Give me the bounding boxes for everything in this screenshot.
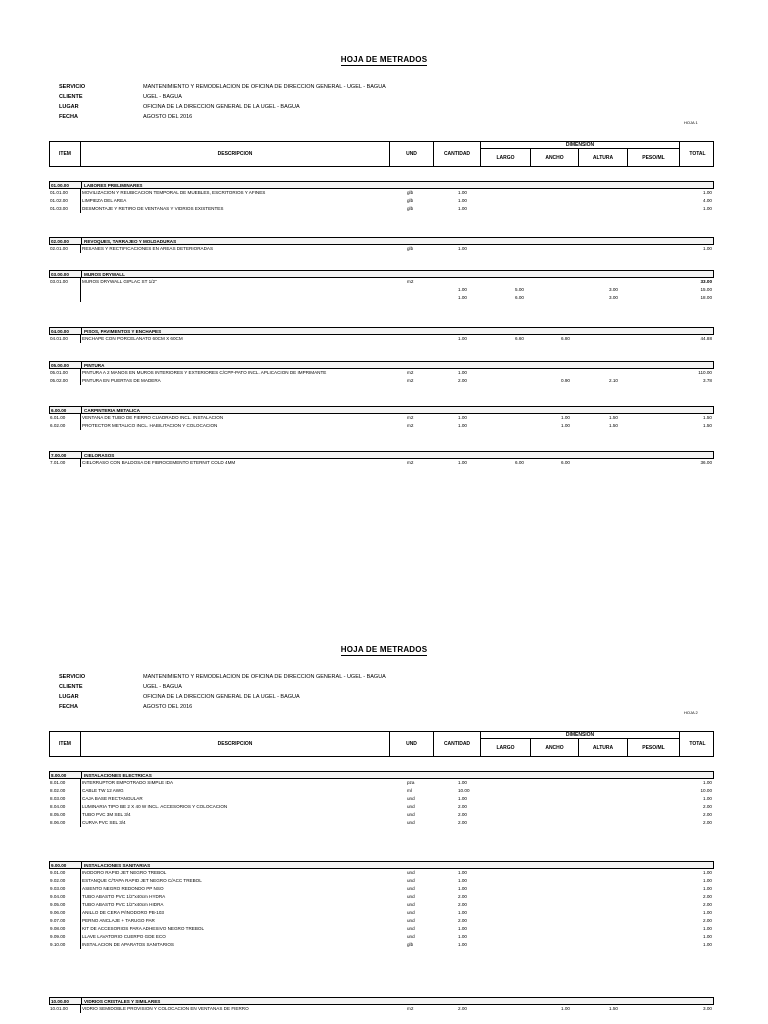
table-section [49, 771, 714, 827]
cell-cant: 1.00 [458, 942, 467, 947]
cell-code: 9.02.00 [50, 878, 66, 883]
table-row [49, 933, 714, 941]
cell-und: und [407, 894, 415, 899]
table-row [49, 787, 714, 795]
cell-cant: 2.00 [458, 812, 467, 817]
cell-tot: 1.00 [703, 926, 712, 931]
cell-tot: 44.88 [700, 336, 712, 341]
cell-code: 10.01.00 [50, 1006, 68, 1011]
cell-tot: 1.00 [703, 942, 712, 947]
table-row [49, 803, 714, 811]
code-column-divider [80, 779, 81, 827]
cell-code: 8.04.00 [50, 804, 66, 809]
cell-code: 8.05.00 [50, 812, 66, 817]
cell-cant: 1.00 [458, 370, 467, 375]
cell-und: glb [407, 942, 414, 947]
section-code: 05.00.00 [51, 363, 69, 368]
table-section [49, 861, 714, 949]
cell-desc: RESANES Y RECTIFICACIONES EN AREAS DETERIORADAS [82, 246, 214, 251]
cell-und: m2 [407, 370, 414, 375]
code-column-divider [80, 369, 81, 385]
section-header [49, 771, 714, 779]
info-label: SERVICIO [59, 674, 86, 680]
cell-und: und [407, 902, 415, 907]
section-header [49, 861, 714, 869]
page-title-text: HOJA DE METRADOS [340, 645, 428, 654]
cell-cant: 2.00 [458, 894, 467, 899]
table-row [49, 189, 714, 197]
table-section [49, 237, 714, 253]
cell-desc: CAJA BASE RECTANGULAR [82, 796, 143, 801]
sheet-number: HOJA 2 [684, 710, 698, 715]
cell-code: 9.07.00 [50, 918, 66, 923]
cell-desc: ASIENTO NEGRO REDONDO PP NSO [82, 886, 164, 891]
section-code: 10.00.00 [51, 999, 69, 1004]
cell-desc: PROTECTOR METALICO INCL. HABILITACION Y COLOCACION [82, 423, 218, 428]
header-dimension: DIMENSION [481, 732, 680, 739]
cell-cant: 1.00 [458, 886, 467, 891]
cell-und: glb [407, 190, 414, 195]
table-section [49, 270, 714, 302]
cell-alt: 1.50 [609, 1006, 618, 1011]
cell-tot: 1.00 [703, 206, 712, 211]
cell-anc: 1.00 [561, 423, 570, 428]
cell-desc: ENCHAPE CON PORCELANATO 60CM X 60CM [82, 336, 183, 341]
table-row [49, 197, 714, 205]
code-column-divider [80, 335, 81, 343]
header-item: ITEM [50, 732, 81, 756]
section-code: 02.00.00 [51, 239, 69, 244]
cell-tot: 1.00 [703, 190, 712, 195]
table-row [49, 459, 714, 467]
cell-code: 02.01.00 [50, 246, 68, 251]
section-header [49, 237, 714, 245]
cell-desc: ANILLO DE CERA P/INODORO PB-103 [82, 910, 164, 915]
cell-tot: 3.00 [703, 1006, 712, 1011]
cell-tot: 36.00 [700, 460, 712, 465]
cell-cant: 1.00 [458, 934, 467, 939]
cell-und: m2 [407, 378, 414, 383]
section-name: CARPINTERIA METALICA [81, 407, 140, 413]
cell-cant: 1.00 [458, 780, 467, 785]
cell-desc: PINTURA EN PUERTAS DE MADERA [82, 378, 161, 383]
header-peso: PESO/ML [628, 739, 680, 757]
cell-und: m2 [407, 415, 414, 420]
section-name: MUROS DRYWALL [81, 271, 125, 277]
cell-tot: 1.00 [703, 796, 712, 801]
cell-lar: 6.00 [515, 295, 524, 300]
cell-tot: 2.00 [703, 894, 712, 899]
cell-und: glb [407, 198, 414, 203]
table-row [49, 414, 714, 422]
header-ancho: ANCHO [531, 149, 579, 167]
cell-und: glb [407, 206, 414, 211]
page-title-text: HOJA DE METRADOS [340, 55, 428, 64]
cell-code: 8.02.00 [50, 788, 66, 793]
cell-lar: 6.00 [515, 460, 524, 465]
cell-code: 9.06.00 [50, 910, 66, 915]
table-row [49, 869, 714, 877]
cell-und: und [407, 926, 415, 931]
cell-und: und [407, 820, 415, 825]
header-altura: ALTURA [579, 149, 628, 167]
cell-code: 6.01.00 [50, 415, 66, 420]
cell-code: 9.09.00 [50, 934, 66, 939]
cell-cant: 2.00 [458, 902, 467, 907]
header-largo: LARGO [481, 739, 531, 757]
info-value: MANTENIMIENTO Y REMODELACION DE OFICINA DE DIRECCION GENERAL - UGEL - BAGUA [143, 674, 386, 680]
code-column-divider [80, 459, 81, 467]
section-code: 01.00.00 [51, 183, 69, 188]
table-section [49, 451, 714, 467]
table-row [49, 422, 714, 430]
table-section [49, 997, 714, 1013]
cell-anc: 6.80 [561, 336, 570, 341]
cell-cant: 1.00 [458, 870, 467, 875]
header-und: UND [390, 732, 434, 756]
cell-lar: 5.00 [515, 287, 524, 292]
table-row [49, 941, 714, 949]
table-row [49, 335, 714, 343]
sheet-number: HOJA 1 [684, 120, 698, 125]
cell-alt: 1.50 [609, 415, 618, 420]
info-label: LUGAR [59, 694, 79, 700]
cell-und: und [407, 878, 415, 883]
cell-cant: 2.00 [458, 1006, 467, 1011]
cell-tot: 3.78 [703, 378, 712, 383]
cell-desc: KIT DE ACCESORIOS PARA ADHESIVO NEGRO TREBOL [82, 926, 205, 931]
cell-tot: 2.00 [703, 918, 712, 923]
cell-cant: 1.00 [458, 246, 467, 251]
header-total: TOTAL [689, 151, 706, 157]
section-name: LABORES PRELIMINARES [81, 182, 142, 188]
cell-und: und [407, 870, 415, 875]
cell-cant: 2.00 [458, 804, 467, 809]
cell-und: m2 [407, 1006, 414, 1011]
info-label: FECHA [59, 704, 78, 710]
header-dimension: DIMENSION [481, 142, 680, 149]
cell-anc: 1.00 [561, 415, 570, 420]
section-code: 03.00.00 [51, 272, 69, 277]
info-value: MANTENIMIENTO Y REMODELACION DE OFICINA DE DIRECCION GENERAL - UGEL - BAGUA [143, 84, 386, 90]
header-descripcion: DESCRIPCION [81, 732, 390, 756]
cell-code: 9.05.00 [50, 902, 66, 907]
cell-desc: INTERRUPTOR EMPOTRADO SIMPLE IDA [82, 780, 174, 785]
cell-alt: 1.50 [609, 423, 618, 428]
info-value: UGEL - BAGUA [143, 684, 182, 690]
cell-desc: VENTANA DE TUBO DE FIERRO CUADRADO INCL. INSTALACION [82, 415, 224, 420]
cell-desc: MOVILIZACION Y REUBICACION TEMPORAL DE MUEBLES, ESCRITORIOS Y AFINES [82, 190, 266, 195]
cell-cant: 1.00 [458, 295, 467, 300]
cell-cant: 2.00 [458, 918, 467, 923]
cell-tot: 1.50 [703, 423, 712, 428]
section-name: PINTURA [81, 362, 104, 368]
cell-und: m2 [407, 460, 414, 465]
table-row [49, 369, 714, 377]
cell-code: 8.01.00 [50, 780, 66, 785]
cell-code: 01.01.00 [50, 190, 68, 195]
cell-tot: 2.00 [703, 820, 712, 825]
table-header [49, 731, 714, 757]
cell-desc: CURVA PVC SEL 3/4 [82, 820, 126, 825]
cell-desc: TUBO ABASTO PVC 1/2"x40cm HYDRA [82, 894, 166, 899]
table-section [49, 327, 714, 343]
table-row [49, 811, 714, 819]
section-header [49, 361, 714, 369]
code-column-divider [80, 245, 81, 253]
section-header [49, 997, 714, 1005]
cell-desc: INODORO RAPID JET NEGRO TREBOL [82, 870, 167, 875]
table-row [49, 779, 714, 787]
section-name: INSTALACIONES ELECTRICAS [81, 772, 152, 778]
cell-und: und [407, 812, 415, 817]
cell-und: m2 [407, 423, 414, 428]
header-largo: LARGO [481, 149, 531, 167]
table-row [49, 885, 714, 893]
cell-desc: PERNO ANCLAJE + TARUGO PAR [82, 918, 155, 923]
info-label: FECHA [59, 114, 78, 120]
cell-alt: 2.10 [609, 378, 618, 383]
table-row [49, 294, 714, 302]
table-row [49, 245, 714, 253]
cell-und: glb [407, 246, 414, 251]
cell-code: 05.02.00 [50, 378, 68, 383]
cell-code: 7.01.00 [50, 460, 66, 465]
table-row [49, 278, 714, 286]
table-row [49, 893, 714, 901]
section-header [49, 406, 714, 414]
table-section [49, 181, 714, 213]
cell-code: 9.01.00 [50, 870, 66, 875]
info-value: AGOSTO DEL 2016 [143, 114, 193, 120]
cell-code: 04.01.00 [50, 336, 68, 341]
cell-desc: LUMINARIA TIPO BE 2 X 40 W INCL. ACCESORIOS Y COLOCACION [82, 804, 228, 809]
cell-und: und [407, 886, 415, 891]
cell-tot: 18.00 [700, 295, 712, 300]
info-label: SERVICIO [59, 84, 86, 90]
cell-code: 9.10.00 [50, 942, 66, 947]
cell-cant: 1.00 [458, 415, 467, 420]
cell-desc: PINTURA A 2 MANOS EN MUROS INTERIORES Y EXTERIORES C/CPP-PATO INCL. APLICACION DE IMPRIMANTE [82, 370, 327, 375]
cell-desc: LLAVE LAVATORIO CUERPO GDE ECO [82, 934, 166, 939]
section-header [49, 181, 714, 189]
cell-desc: CABLE TW 12 AWG [82, 788, 124, 793]
table-header [49, 141, 714, 167]
header-descripcion: DESCRIPCION [81, 142, 390, 166]
cell-tot: 15.00 [700, 287, 712, 292]
header-und: UND [390, 142, 434, 166]
cell-cant: 1.00 [458, 198, 467, 203]
cell-cant: 1.00 [458, 287, 467, 292]
header-altura: ALTURA [579, 739, 628, 757]
cell-tot: 2.00 [703, 804, 712, 809]
header-peso: PESO/ML [628, 149, 680, 167]
cell-tot: 1.00 [703, 780, 712, 785]
cell-cant: 1.00 [458, 926, 467, 931]
info-value: OFICINA DE LA DIRECCION GENERAL DE LA UGEL - BAGUA [143, 104, 300, 110]
table-row [49, 909, 714, 917]
cell-anc: 0.90 [561, 378, 570, 383]
cell-desc: TUBO PVC 3M SEL 3/4 [82, 812, 131, 817]
cell-und: pza [407, 780, 415, 785]
cell-und: und [407, 796, 415, 801]
table-row [49, 901, 714, 909]
cell-lar: 6.60 [515, 336, 524, 341]
table-row [49, 205, 714, 213]
cell-cant: 1.00 [458, 878, 467, 883]
cell-tot: 33.00 [700, 279, 712, 284]
header-cantidad: CANTIDAD [434, 732, 481, 756]
header-cantidad: CANTIDAD [434, 142, 481, 166]
code-column-divider [80, 1005, 81, 1013]
cell-desc: TUBO ABASTO PVC 1/2"x40cm HIDRA [82, 902, 164, 907]
table-section [49, 361, 714, 385]
cell-und: und [407, 804, 415, 809]
cell-cant: 1.00 [458, 910, 467, 915]
page-title [0, 55, 768, 64]
section-code: 04.00.00 [51, 329, 69, 334]
cell-tot: 1.00 [703, 886, 712, 891]
section-name: VIDRIOS CRISTALES Y SIMILARES [81, 998, 160, 1004]
table-row [49, 286, 714, 294]
cell-code: 8.06.00 [50, 820, 66, 825]
cell-tot: 1.00 [703, 934, 712, 939]
section-header [49, 451, 714, 459]
cell-und: m2 [407, 279, 414, 284]
cell-cant: 1.00 [458, 206, 467, 211]
section-name: CIELORASOS [81, 452, 114, 458]
table-row [49, 377, 714, 385]
table-row [49, 877, 714, 885]
cell-cant: 1.00 [458, 423, 467, 428]
table-row [49, 917, 714, 925]
section-code: 6.00.00 [51, 408, 67, 413]
cell-code: 01.03.00 [50, 206, 68, 211]
cell-code: 9.04.00 [50, 894, 66, 899]
cell-code: 9.03.00 [50, 886, 66, 891]
cell-tot: 1.00 [703, 878, 712, 883]
cell-tot: 1.00 [703, 910, 712, 915]
cell-cant: 10.00 [458, 788, 470, 793]
cell-cant: 1.00 [458, 336, 467, 341]
cell-tot: 4.00 [703, 198, 712, 203]
header-ancho: ANCHO [531, 739, 579, 757]
cell-desc: MUROS DRYWALL GIPLAC ST 1/2" [82, 279, 157, 284]
cell-und: und [407, 918, 415, 923]
table-section [49, 406, 714, 430]
cell-code: 01.02.00 [50, 198, 68, 203]
cell-code: 9.08.00 [50, 926, 66, 931]
cell-anc: 1.00 [561, 1006, 570, 1011]
info-label: CLIENTE [59, 684, 83, 690]
section-code: 8.00.00 [51, 773, 67, 778]
info-label: CLIENTE [59, 94, 83, 100]
table-row [49, 1005, 714, 1013]
cell-tot: 10.00 [700, 788, 712, 793]
header-total: TOTAL [689, 741, 706, 747]
info-value: UGEL - BAGUA [143, 94, 182, 100]
code-column-divider [80, 278, 81, 302]
cell-anc: 6.00 [561, 460, 570, 465]
section-header [49, 327, 714, 335]
cell-und: und [407, 910, 415, 915]
cell-desc: LIMPIEZA DEL AREA [82, 198, 127, 203]
cell-und: und [407, 934, 415, 939]
section-name: INSTALACIONES SANITARIAS [81, 862, 150, 868]
section-name: PISOS, PAVIMENTOS Y ENCHAPES [81, 328, 161, 334]
cell-tot: 2.00 [703, 902, 712, 907]
cell-alt: 3.00 [609, 287, 618, 292]
info-value: AGOSTO DEL 2016 [143, 704, 193, 710]
info-value: OFICINA DE LA DIRECCION GENERAL DE LA UGEL - BAGUA [143, 694, 300, 700]
cell-code: 6.02.00 [50, 423, 66, 428]
cell-cant: 1.00 [458, 796, 467, 801]
cell-cant: 1.00 [458, 460, 467, 465]
cell-cant: 1.00 [458, 190, 467, 195]
section-code: 9.00.00 [51, 863, 67, 868]
cell-desc: INSTALACION DE APARATOS SANITARIOS [82, 942, 174, 947]
cell-tot: 1.50 [703, 415, 712, 420]
cell-alt: 3.00 [609, 295, 618, 300]
header-item: ITEM [50, 142, 81, 166]
code-column-divider [80, 189, 81, 213]
cell-cant: 2.00 [458, 820, 467, 825]
cell-desc: CIELORASO CON BALDOSA DE FIBROCEMENTO ETERNIT COLD 4MM [82, 460, 236, 465]
table-row [49, 819, 714, 827]
section-name: REVOQUES, TARRAJEO Y MOLDADURAS [81, 238, 176, 244]
section-header [49, 270, 714, 278]
table-row [49, 795, 714, 803]
code-column-divider [80, 869, 81, 949]
cell-code: 8.03.00 [50, 796, 66, 801]
cell-tot: 2.00 [703, 812, 712, 817]
cell-code: 03.01.00 [50, 279, 68, 284]
cell-desc: ESTANQUE C/TAPA RAPID JET NEGRO C/ACC TREBOL [82, 878, 202, 883]
table-row [49, 925, 714, 933]
cell-und: ml [407, 788, 412, 793]
info-label: LUGAR [59, 104, 79, 110]
cell-tot: 110.00 [698, 370, 712, 375]
section-code: 7.00.00 [51, 453, 67, 458]
cell-desc: VIDRIO SEMIDOBLE PROVISION Y COLOCACION EN VENTANAS DE FIERRO [82, 1006, 249, 1011]
cell-desc: DESMONTAJE Y RETIRO DE VENTANAS Y VIDRIOS EXISTENTES [82, 206, 224, 211]
cell-tot: 1.00 [703, 246, 712, 251]
page-title [0, 645, 768, 654]
code-column-divider [80, 414, 81, 430]
cell-cant: 2.00 [458, 378, 467, 383]
cell-code: 05.01.00 [50, 370, 68, 375]
cell-tot: 1.00 [703, 870, 712, 875]
